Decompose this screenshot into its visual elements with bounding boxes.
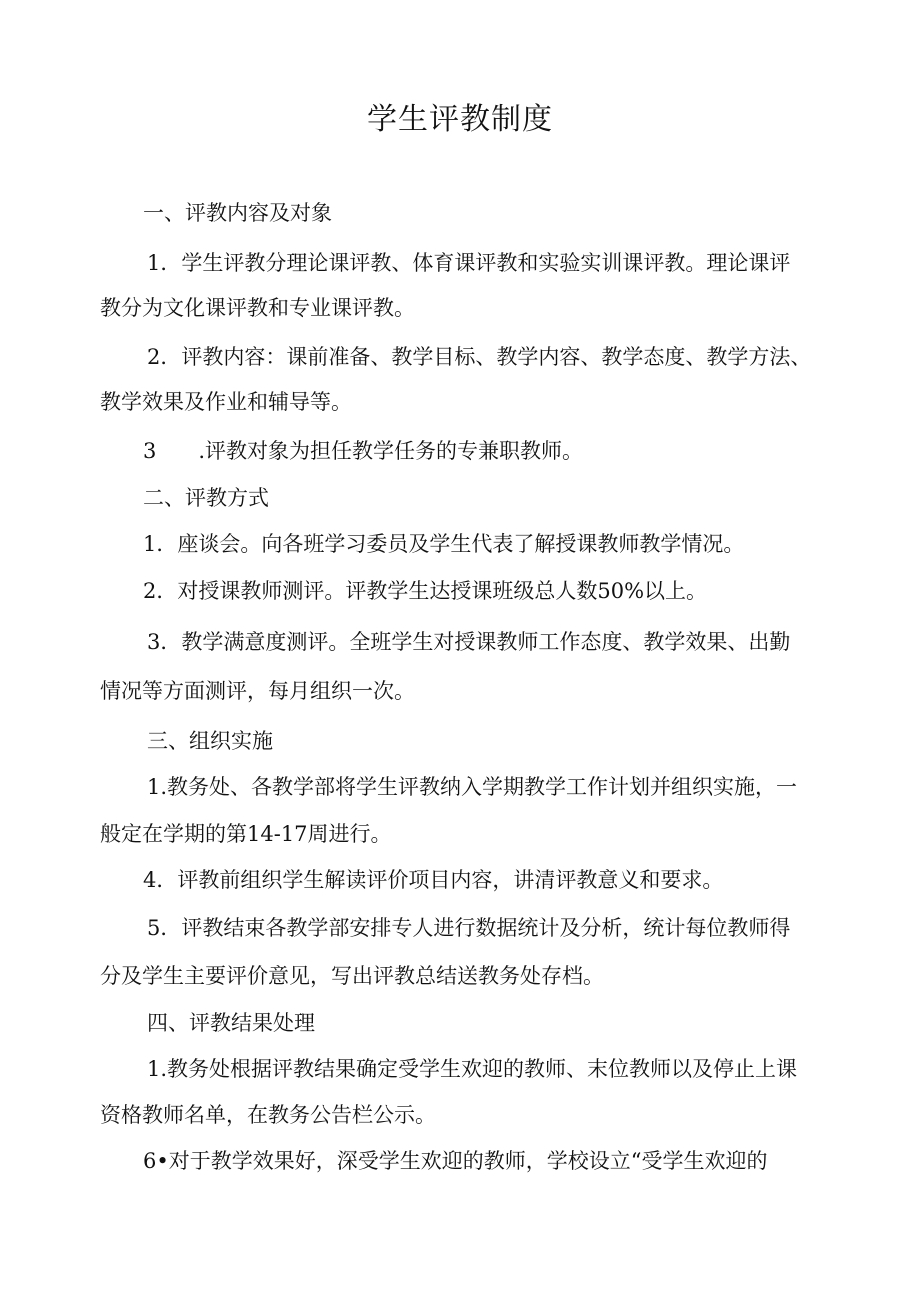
paragraph-line: 1．学生评教分理论课评教、体育课评教和实验实训课评教。理论课评	[147, 251, 791, 275]
paragraph-line: 情况等方面测评，每月组织一次。	[100, 679, 415, 703]
paragraph-line: 1．座谈会。向各班学习委员及学生代表了解授课教师教学情况。	[143, 532, 745, 556]
paragraph-line: 般定在学期的第14-17周进行。	[100, 822, 392, 846]
paragraph-line: 1.教务处根据评教结果确定受学生欢迎的教师、末位教师以及停止上课	[147, 1057, 798, 1081]
paragraph-line: 3．教学满意度测评。全班学生对授课教师工作态度、教学效果、出勤	[147, 630, 791, 654]
section-heading-3: 三、组织实施	[147, 729, 273, 753]
section-heading-2: 二、评教方式	[143, 486, 269, 510]
paragraph-line: 教学效果及作业和辅导等。	[100, 390, 352, 414]
paragraph-line: 2．对授课教师测评。评教学生达授课班级总人数50%以上。	[143, 579, 708, 603]
section-heading-4: 四、评教结果处理	[147, 1011, 315, 1035]
section-heading-1: 一、评教内容及对象	[143, 201, 332, 225]
paragraph-line: 2．评教内容：课前准备、教学目标、教学内容、教学态度、教学方法、	[147, 345, 812, 369]
paragraph-line: 5．评教结束各教学部安排专人进行数据统计及分析，统计每位教师得	[147, 916, 791, 940]
paragraph-line: 资格教师名单，在教务公告栏公示。	[100, 1103, 436, 1127]
paragraph-line: 分及学生主要评价意见，写出评教总结送教务处存档。	[100, 964, 604, 988]
document-title: 学生评教制度	[367, 102, 553, 137]
paragraph-line: 教分为文化课评教和专业课评教。	[100, 296, 415, 320]
paragraph-line: 4．评教前组织学生解读评价项目内容，讲清评教意义和要求。	[143, 868, 724, 892]
paragraph-line: 6•对于教学效果好，深受学生欢迎的教师，学校设立“受学生欢迎的	[143, 1149, 768, 1173]
paragraph-line: 1.教务处、各教学部将学生评教纳入学期教学工作计划并组织实施，一	[147, 775, 798, 799]
paragraph-line: 3 .评教对象为担任教学任务的专兼职教师。	[143, 439, 584, 463]
